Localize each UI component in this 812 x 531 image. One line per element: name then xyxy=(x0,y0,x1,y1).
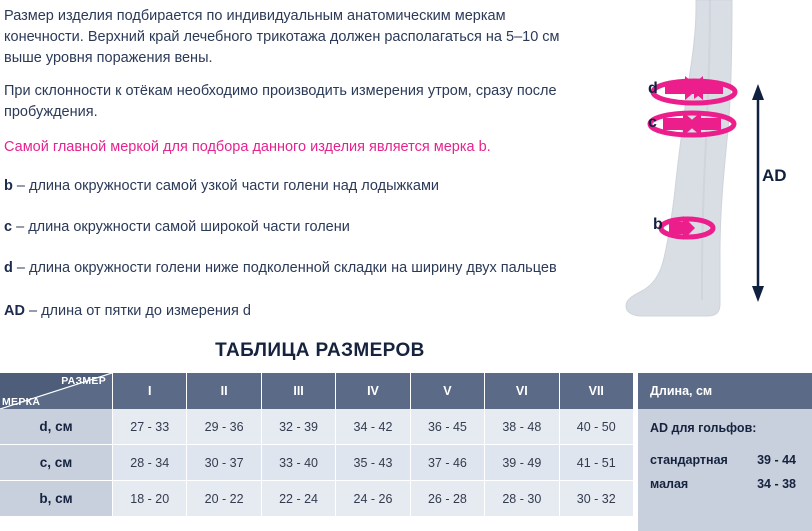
size-table-header-row xyxy=(0,373,634,409)
cell-c-6: 39 - 49 xyxy=(485,445,559,481)
length-row-small-value: 34 - 38 xyxy=(757,477,796,491)
description-column xyxy=(4,6,584,342)
leg-label-b: b xyxy=(653,216,663,233)
column-header-6: VI xyxy=(485,373,559,409)
leg-shape xyxy=(626,0,732,316)
cell-c-7: 41 - 51 xyxy=(559,445,633,481)
corner-label-size: РАЗМЕР xyxy=(61,375,106,387)
column-header-1: I xyxy=(113,373,187,409)
length-row-small-name: малая xyxy=(650,477,689,491)
cell-b-1: 18 - 20 xyxy=(113,481,187,517)
length-row-standard xyxy=(650,453,800,467)
table-row xyxy=(0,409,634,445)
cell-d-5: 36 - 45 xyxy=(410,409,484,445)
column-header-7: VII xyxy=(559,373,633,409)
cell-d-3: 32 - 39 xyxy=(261,409,335,445)
row-label-d: d, см xyxy=(0,409,113,445)
column-header-5: V xyxy=(410,373,484,409)
corner-label-measure: МЕРКА xyxy=(2,396,41,408)
intro-highlight-note: Самой главной меркой для подбора данного изделия является мерка b. xyxy=(4,139,491,155)
cell-b-7: 30 - 32 xyxy=(559,481,633,517)
ad-dimension-arrow xyxy=(752,84,764,302)
intro-paragraph-2: При склонности к отёкам необходимо производить измерения утром, сразу после пробуждения. xyxy=(4,83,557,120)
length-row-standard-name: стандартная xyxy=(650,453,728,467)
cell-d-4: 34 - 42 xyxy=(336,409,410,445)
row-label-c: c, см xyxy=(0,445,113,481)
column-header-4: IV xyxy=(336,373,410,409)
length-panel-body xyxy=(638,409,812,531)
leg-diagram xyxy=(590,0,812,330)
definition-c-text: – длина окружности самой широкой части голени xyxy=(12,219,350,235)
definition-ad-key: AD xyxy=(4,303,25,319)
cell-c-1: 28 - 34 xyxy=(113,445,187,481)
length-row-standard-value: 39 - 44 xyxy=(757,453,796,467)
definition-c xyxy=(4,217,584,238)
cell-b-4: 24 - 26 xyxy=(336,481,410,517)
definition-d-key: d xyxy=(4,260,13,276)
cell-b-2: 20 - 22 xyxy=(187,481,261,517)
table-row xyxy=(0,445,634,481)
size-table xyxy=(0,373,634,517)
definition-d xyxy=(4,258,584,279)
leg-label-ad: AD xyxy=(762,166,787,185)
definition-ad-text: – длина от пятки до измерения d xyxy=(24,303,251,319)
leg-illustration-svg xyxy=(590,0,812,330)
cell-c-5: 37 - 46 xyxy=(410,445,484,481)
cell-d-2: 29 - 36 xyxy=(187,409,261,445)
row-label-b: b, см xyxy=(0,481,113,517)
length-row-small xyxy=(650,477,800,491)
length-panel-header: Длина, см xyxy=(638,373,812,409)
cell-b-3: 22 - 24 xyxy=(261,481,335,517)
cell-b-5: 26 - 28 xyxy=(410,481,484,517)
table-row xyxy=(0,481,634,517)
column-header-3: III xyxy=(261,373,335,409)
cell-c-4: 35 - 43 xyxy=(336,445,410,481)
definition-b-text: – длина окружности самой узкой части голени над лодыжками xyxy=(12,178,440,194)
cell-d-7: 40 - 50 xyxy=(559,409,633,445)
cell-c-2: 30 - 37 xyxy=(187,445,261,481)
definition-b xyxy=(4,176,584,197)
leg-label-c: c xyxy=(648,114,657,131)
intro-paragraph-1: Размер изделия подбирается по индивидуальным анатомическим меркам конечности. Верхний край лечебного трикотажа должен располагаться на 5–10 см выше уровня поражения вены. xyxy=(4,8,560,66)
cell-d-6: 38 - 48 xyxy=(485,409,559,445)
leg-label-d: d xyxy=(648,80,658,97)
definition-d-text: – длина окружности голени ниже подколенной складки на ширину двух пальцев xyxy=(12,260,557,276)
definition-b-key: b xyxy=(4,178,13,194)
cell-c-3: 33 - 40 xyxy=(261,445,335,481)
table-title: ТАБЛИЦА РАЗМЕРОВ xyxy=(215,340,425,361)
cell-d-1: 27 - 33 xyxy=(113,409,187,445)
length-panel-title: AD для гольфов: xyxy=(650,421,757,435)
definition-ad xyxy=(4,301,584,322)
table-corner-cell xyxy=(0,373,113,409)
column-header-2: II xyxy=(187,373,261,409)
cell-b-6: 28 - 30 xyxy=(485,481,559,517)
length-panel xyxy=(638,373,812,531)
definition-c-key: c xyxy=(4,219,13,235)
